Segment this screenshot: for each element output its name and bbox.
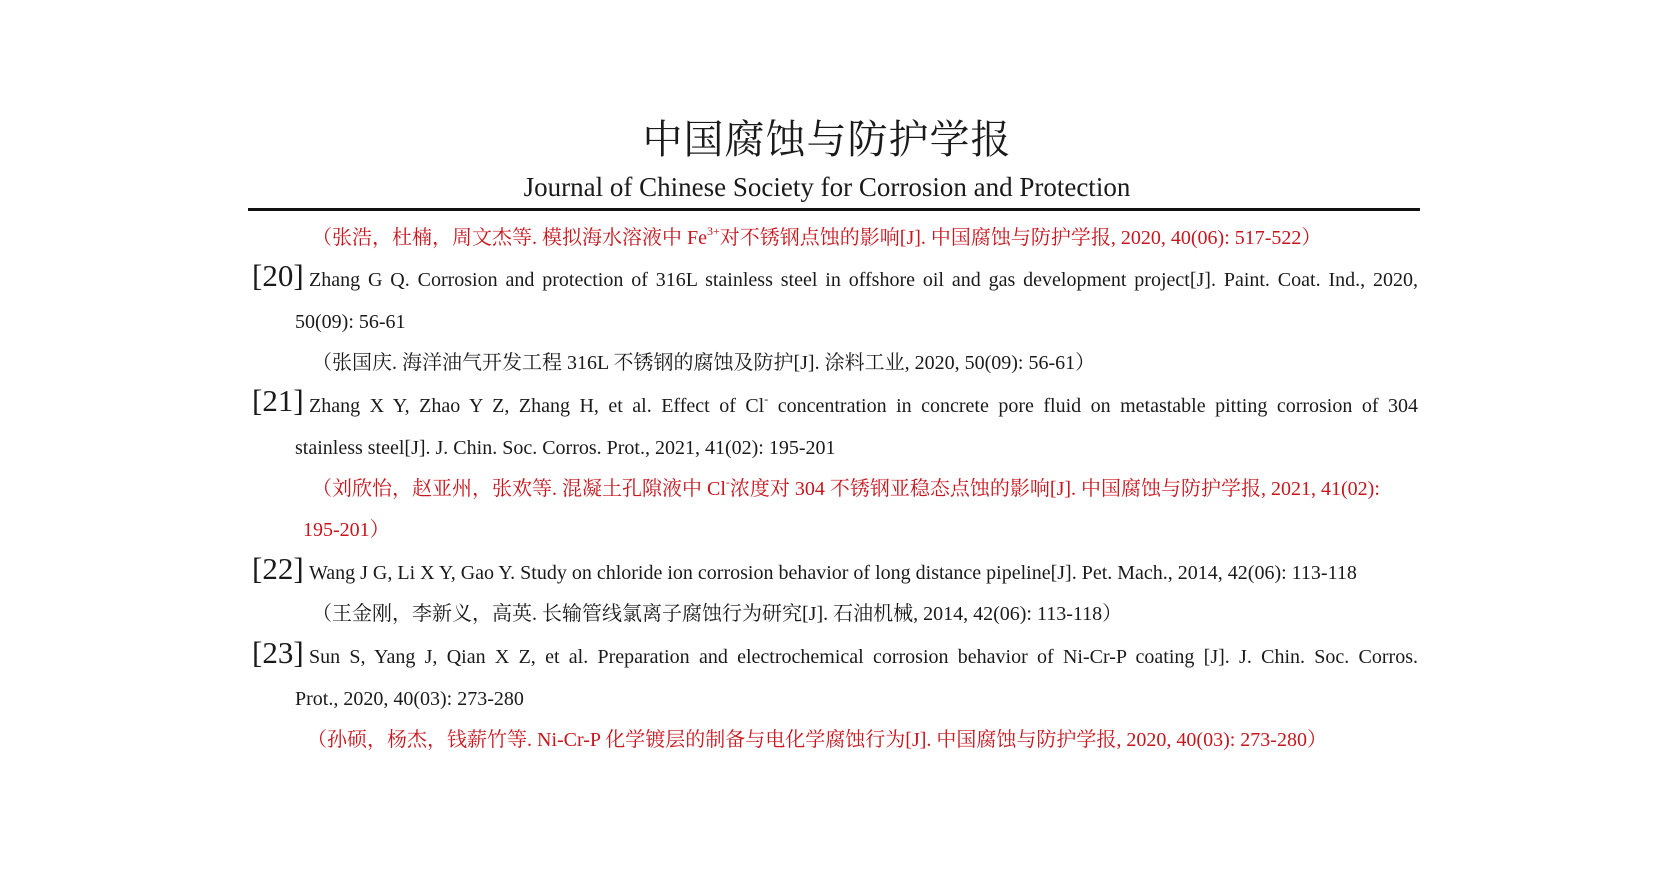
- ref20-en-line1: Zhang G Q. Corrosion and protection of 316L stainless steel in offshore oil and gas development project[J]. Paint. Coat. Ind., 2020,: [309, 269, 1418, 291]
- ref20-cn: （张国庆. 海洋油气开发工程 316L 不锈钢的腐蚀及防护[J]. 涂料工业, 2020, 50(09): 56-61）: [312, 352, 1096, 374]
- ref21-en-post: concentration in concrete pore fluid on metastable pitting corrosion of 304: [768, 395, 1418, 417]
- ref20-number: [20]: [252, 258, 304, 293]
- ref21-number: [21]: [252, 383, 304, 418]
- ref21-en-pre: Zhang X Y, Zhao Y Z, Zhang H, et al. Effect of Cl: [309, 395, 765, 417]
- ref19-cn-sup: 3+: [707, 224, 720, 239]
- ref21-en-line1: [309, 394, 1418, 418]
- ref23-number: [23]: [252, 635, 304, 670]
- ref19-cn-pre: （张浩，杜楠，周文杰等. 模拟海水溶液中 Fe: [312, 227, 707, 249]
- ref21-en-sup: -: [764, 394, 769, 407]
- ref21-cn-pre: （刘欣怡，赵亚州，张欢等. 混凝土孔隙液中 Cl: [312, 478, 726, 500]
- ref22-cn: （王金刚，李新义，高英. 长输管线氯离子腐蚀行为研究[J]. 石油机械, 2014, 42(06): 113-118）: [312, 603, 1123, 625]
- ref19-cn-post: 对不锈钢点蚀的影响[J]. 中国腐蚀与防护学报, 2020, 40(06): 517-522）: [719, 227, 1322, 249]
- journal-title-en: Journal of Chinese Society for Corrosion and Protection: [523, 172, 1131, 202]
- ref21-cn-line1: [312, 477, 1380, 501]
- header-divider: [248, 208, 1420, 211]
- ref21-cn-post: 浓度对 304 不锈钢亚稳态点蚀的影响[J]. 中国腐蚀与防护学报, 2021, 41(02):: [729, 478, 1380, 500]
- ref21-en-line2: stainless steel[J]. J. Chin. Soc. Corros. Prot., 2021, 41(02): 195-201: [295, 437, 836, 459]
- ref23-en-line1: Sun S, Yang J, Qian X Z, et al. Preparation and electrochemical corrosion behavior of Ni-Cr-P coating [J]. J. Chin. Soc. Corros.: [309, 646, 1418, 668]
- ref20-en-line2: 50(09): 56-61: [295, 311, 406, 333]
- ref21-cn-sup: -: [725, 475, 730, 490]
- ref21-cn-line2: 195-201）: [303, 519, 390, 541]
- ref23-en-line2: Prot., 2020, 40(03): 273-280: [295, 688, 524, 710]
- ref22-en-line1: Wang J G, Li X Y, Gao Y. Study on chloride ion corrosion behavior of long distance pipeline[J]. Pet. Mach., 2014, 42(06): 113-118: [309, 562, 1357, 584]
- ref23-cn: （孙硕，杨杰，钱薪竹等. Ni-Cr-P 化学镀层的制备与电化学腐蚀行为[J]. 中国腐蚀与防护学报, 2020, 40(03): 273-280）: [307, 729, 1327, 751]
- journal-title-cn: 中国腐蚀与防护学报: [642, 117, 1012, 162]
- ref19-cn: [312, 226, 1321, 250]
- ref22-number: [22]: [252, 551, 304, 586]
